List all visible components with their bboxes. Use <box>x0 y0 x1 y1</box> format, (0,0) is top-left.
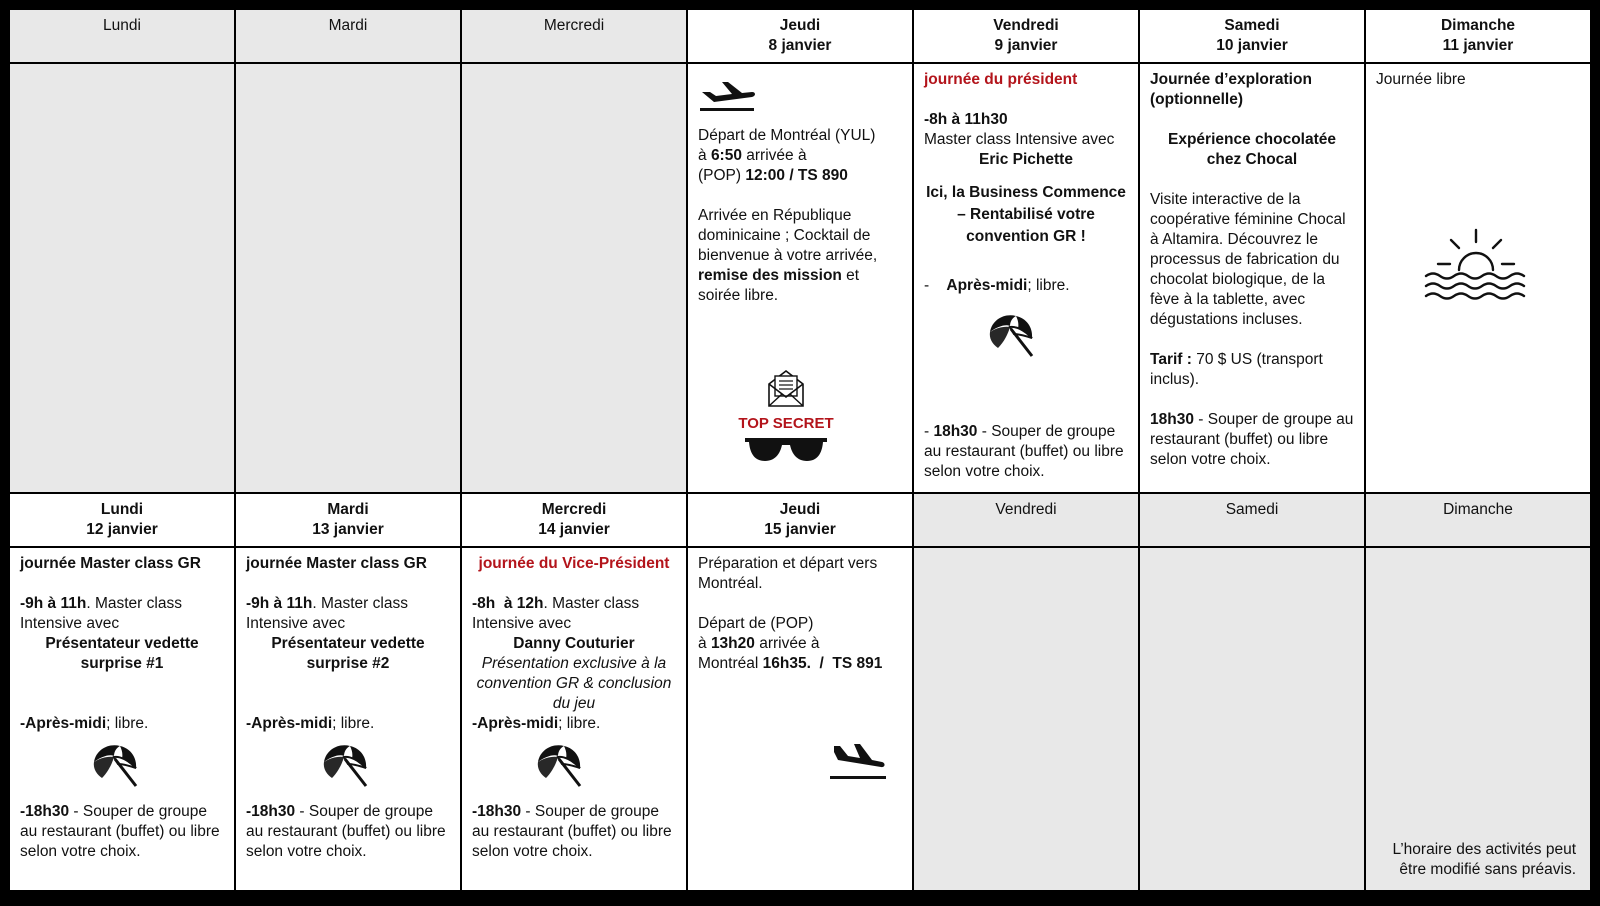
header-w2-jeudi: Jeudi 15 janvier <box>688 494 912 546</box>
day-w1-vendredi: journée du président -8h à 11h30 Master class Intensive avec Eric Pichette Ici, la Business Commence – Rentabilisé votre convention GR ! - Après-midi; libre. - 18h30 - Souper de groupe au restaurant (buffet) ou libre selon votre choix. <box>914 64 1138 492</box>
day-w2-mercredi: journée du Vice-Président -8h à 12h. Master class Intensive avec Danny Couturier Présentation exclusive à la convention GR & conclusion du jeu -Après-midi; libre. -18h30 - Souper de groupe au restaurant (buffet) ou libre selon votre choix. <box>462 548 686 890</box>
day-w1-jeudi: Départ de Montréal (YUL) à 6:50 arrivée à (POP) 12:00 / TS 890 Arrivée en République dominicaine ; Cocktail de bienvenue à votre arrivée, remise des mission et soirée libre. TOP SECRET <box>688 64 912 492</box>
schedule-disclaimer: L’horaire des activités peut être modifié sans préavis. <box>1392 841 1576 878</box>
talk-title: Présentation exclusive à la convention GR & conclusion du jeu <box>476 655 672 712</box>
plane-takeoff-icon <box>698 74 902 120</box>
day-w1-lundi <box>10 64 234 492</box>
speaker-name: Danny Couturier <box>513 635 635 652</box>
envelope-icon <box>766 368 806 414</box>
speaker-name: Présentateur vedette surprise #1 <box>45 635 199 672</box>
header-w1-dimanche: Dimanche 11 janvier <box>1366 10 1590 62</box>
header-w2-dimanche: Dimanche <box>1366 494 1590 546</box>
arrival-paragraph: Arrivée en République dominicaine ; Cocktail de bienvenue à votre arrivée, remise des mission et soirée libre. <box>698 207 878 304</box>
speaker-name: Présentateur vedette surprise #2 <box>271 635 425 672</box>
header-w2-samedi: Samedi <box>1140 494 1364 546</box>
free-day-label: Journée libre <box>1376 71 1466 88</box>
departure-line-1: Départ de Montréal (YUL) <box>698 127 876 144</box>
beach-umbrella-icon <box>90 742 224 794</box>
header-w2-vendredi: Vendredi <box>914 494 1138 546</box>
day-title: Journée d’exploration (optionnelle) <box>1150 71 1312 108</box>
day-w2-lundi: journée Master class GR -9h à 11h. Master class Intensive avec Présentateur vedette surprise #1 -Après-midi; libre. -18h30 - Souper de groupe au restaurant (buffet) ou libre selon votre choix. <box>10 548 234 890</box>
header-w1-mardi: Mardi <box>236 10 460 62</box>
plane-landing-icon <box>828 740 888 788</box>
top-secret-label: TOP SECRET <box>738 415 834 432</box>
header-w2-lundi: Lundi 12 janvier <box>10 494 234 546</box>
day-w1-mercredi <box>462 64 686 492</box>
sunset-icon <box>1424 226 1528 312</box>
day-w2-samedi <box>1140 548 1364 890</box>
day-w2-jeudi: Préparation et départ vers Montréal. Départ de (POP) à 13h20 arrivée à Montréal 16h35. / TS 891 <box>688 548 912 890</box>
calendar-grid <box>10 10 1590 896</box>
header-w1-vendredi: Vendredi 9 janvier <box>914 10 1138 62</box>
header-w1-jeudi: Jeudi 8 janvier <box>688 10 912 62</box>
day-w2-vendredi <box>914 548 1138 890</box>
day-w1-samedi: Journée d’exploration (optionnelle) Expérience chocolatée chez Chocal Visite interactive de la coopérative féminine Chocal à Altamira. Découvrez le processus de fabrication du chocolat biologique, de la fève à la tablette, avec dégustations incluses. Tarif : 70 $ US (transport inclus). 18h30 - Souper de groupe au restaurant (buffet) ou libre selon votre choix. <box>1140 64 1364 492</box>
header-w1-lundi: Lundi <box>10 10 234 62</box>
header-w2-mardi: Mardi 13 janvier <box>236 494 460 546</box>
day-w1-mardi <box>236 64 460 492</box>
day-title: journée Master class GR <box>20 555 201 572</box>
beach-umbrella-icon <box>986 312 1128 364</box>
day-w2-dimanche <box>1366 548 1590 890</box>
beach-umbrella-icon <box>320 742 450 794</box>
day-w1-dimanche <box>1366 64 1590 492</box>
header-w1-mercredi: Mercredi <box>462 10 686 62</box>
excursion-title: Expérience chocolatée chez Chocal <box>1168 131 1336 168</box>
day-w2-mardi: journée Master class GR -9h à 11h. Master class Intensive avec Présentateur vedette surprise #2 -Après-midi; libre. -18h30 - Souper de groupe au restaurant (buffet) ou libre selon votre choix. <box>236 548 460 890</box>
day-title: journée du président <box>924 71 1078 88</box>
sunglasses-icon <box>743 434 829 470</box>
day-title: journée Master class GR <box>246 555 427 572</box>
speaker-name: Eric Pichette <box>979 151 1073 168</box>
beach-umbrella-icon <box>534 742 676 794</box>
day-title: journée du Vice-Président <box>478 555 670 572</box>
header-w2-mercredi: Mercredi 14 janvier <box>462 494 686 546</box>
talk-title: Ici, la Business Commence – Rentabilisé votre convention GR ! <box>926 184 1126 245</box>
header-w1-samedi: Samedi 10 janvier <box>1140 10 1364 62</box>
